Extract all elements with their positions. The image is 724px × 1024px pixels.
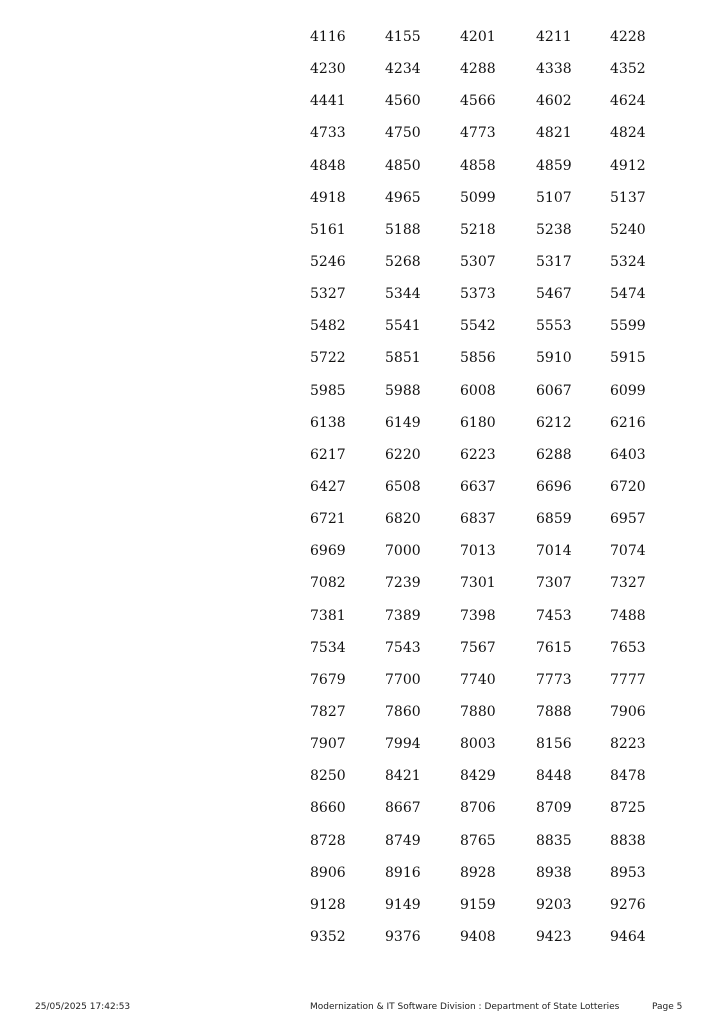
- number-cell: 9352: [310, 928, 346, 945]
- number-cell: 7860: [385, 703, 421, 720]
- number-cell: 5317: [536, 253, 572, 270]
- number-cell: 6138: [310, 414, 346, 431]
- number-cell: 4859: [536, 157, 572, 174]
- number-cell: 6720: [610, 478, 646, 495]
- number-cell: 7014: [536, 543, 572, 560]
- number-cell: 8709: [536, 800, 572, 817]
- number-cell: 7307: [536, 575, 572, 592]
- number-cell: 8749: [385, 832, 421, 849]
- number-cell: 7777: [610, 671, 646, 688]
- number-cell: 6212: [536, 414, 572, 431]
- number-cell: 4773: [460, 125, 496, 142]
- number-cell: 8003: [460, 736, 496, 753]
- number-cell: 4201: [460, 29, 496, 45]
- number-cell: 7773: [536, 671, 572, 688]
- number-cell: 6721: [310, 511, 346, 528]
- number-cell: 8906: [310, 864, 346, 881]
- number-cell: 8667: [385, 800, 421, 817]
- number-cell: 7389: [385, 607, 421, 624]
- number-cell: 4918: [310, 189, 346, 206]
- number-cell: 7000: [385, 543, 421, 560]
- number-cell: 5137: [610, 189, 646, 206]
- number-cell: 5988: [385, 382, 421, 399]
- number-cell: 4211: [536, 29, 572, 45]
- number-cell: 6508: [385, 478, 421, 495]
- number-cell: 6099: [610, 382, 646, 399]
- number-cell: 9203: [536, 896, 572, 913]
- number-cell: 6217: [310, 446, 346, 463]
- footer-division-name: Modernization & IT Software Division : Department of State Lotteries: [310, 1002, 620, 1012]
- page-footer: [0, 1000, 724, 1014]
- number-cell: 7679: [310, 671, 346, 688]
- number-cell: 8728: [310, 832, 346, 849]
- number-cell: 9159: [460, 896, 496, 913]
- number-cell: 9423: [536, 928, 572, 945]
- number-cell: 8429: [460, 768, 496, 785]
- number-cell: 5541: [385, 318, 421, 335]
- number-cell: 7740: [460, 671, 496, 688]
- number-cell: 7994: [385, 736, 421, 753]
- number-cell: 8838: [610, 832, 646, 849]
- number-cell: 4733: [310, 125, 346, 142]
- number-cell: 6067: [536, 382, 572, 399]
- number-cell: 5599: [610, 318, 646, 335]
- number-cell: 8660: [310, 800, 346, 817]
- number-cell: 7453: [536, 607, 572, 624]
- number-cell: 7888: [536, 703, 572, 720]
- number-cell: 8916: [385, 864, 421, 881]
- number-cell: 5307: [460, 253, 496, 270]
- number-cell: 5246: [310, 253, 346, 270]
- number-cell: 8250: [310, 768, 346, 785]
- number-cell: 8938: [536, 864, 572, 881]
- number-cell: 5851: [385, 350, 421, 367]
- number-cell: 9376: [385, 928, 421, 945]
- number-cell: 4441: [310, 93, 346, 110]
- number-cell: 6220: [385, 446, 421, 463]
- number-cell: 7700: [385, 671, 421, 688]
- number-cell: 4560: [385, 93, 421, 110]
- number-cell: 4848: [310, 157, 346, 174]
- number-cell: 7301: [460, 575, 496, 592]
- number-cell: 7907: [310, 736, 346, 753]
- number-cell: 5467: [536, 286, 572, 303]
- number-cell: 5915: [610, 350, 646, 367]
- number-cell: 5344: [385, 286, 421, 303]
- number-cell: 4858: [460, 157, 496, 174]
- winning-numbers-grid: [310, 28, 670, 960]
- number-cell: 5542: [460, 318, 496, 335]
- number-cell: 6427: [310, 478, 346, 495]
- number-cell: 4338: [536, 61, 572, 78]
- number-cell: 7906: [610, 703, 646, 720]
- number-cell: 6820: [385, 511, 421, 528]
- number-cell: 4116: [310, 29, 346, 45]
- number-cell: 4750: [385, 125, 421, 142]
- number-cell: 7615: [536, 639, 572, 656]
- number-cell: 8478: [610, 768, 646, 785]
- number-cell: 8765: [460, 832, 496, 849]
- number-cell: 5985: [310, 382, 346, 399]
- number-cell: 4850: [385, 157, 421, 174]
- number-cell: 6837: [460, 511, 496, 528]
- number-cell: 5482: [310, 318, 346, 335]
- number-cell: 5188: [385, 221, 421, 238]
- number-cell: 7327: [610, 575, 646, 592]
- number-cell: 8928: [460, 864, 496, 881]
- number-cell: 5553: [536, 318, 572, 335]
- number-cell: 6008: [460, 382, 496, 399]
- number-cell: 6216: [610, 414, 646, 431]
- number-cell: 5474: [610, 286, 646, 303]
- number-cell: 9149: [385, 896, 421, 913]
- number-cell: 5910: [536, 350, 572, 367]
- number-cell: 7543: [385, 639, 421, 656]
- number-cell: 6149: [385, 414, 421, 431]
- number-cell: 5238: [536, 221, 572, 238]
- number-cell: 9464: [610, 928, 646, 945]
- number-cell: 7488: [610, 607, 646, 624]
- number-cell: 9128: [310, 896, 346, 913]
- number-cell: 5327: [310, 286, 346, 303]
- number-cell: 7013: [460, 543, 496, 560]
- number-cell: 4912: [610, 157, 646, 174]
- number-cell: 6859: [536, 511, 572, 528]
- number-cell: 7880: [460, 703, 496, 720]
- number-cell: 6288: [536, 446, 572, 463]
- number-cell: 7653: [610, 639, 646, 656]
- number-cell: 4821: [536, 125, 572, 142]
- number-cell: 8421: [385, 768, 421, 785]
- number-cell: 5856: [460, 350, 496, 367]
- number-cell: 6180: [460, 414, 496, 431]
- number-cell: 4234: [385, 61, 421, 78]
- number-cell: 6403: [610, 446, 646, 463]
- number-cell: 7567: [460, 639, 496, 656]
- number-cell: 7074: [610, 543, 646, 560]
- footer-timestamp: 25/05/2025 17:42:53: [35, 1002, 131, 1012]
- number-cell: 6957: [610, 511, 646, 528]
- number-cell: 5324: [610, 253, 646, 270]
- number-cell: 5161: [310, 221, 346, 238]
- number-cell: 5218: [460, 221, 496, 238]
- number-cell: 4602: [536, 93, 572, 110]
- number-cell: 6637: [460, 478, 496, 495]
- number-cell: 4230: [310, 61, 346, 78]
- number-cell: 5240: [610, 221, 646, 238]
- footer-page-number: Page 5: [652, 1002, 683, 1012]
- number-cell: 5268: [385, 253, 421, 270]
- number-cell: 8448: [536, 768, 572, 785]
- number-cell: 4352: [610, 61, 646, 78]
- number-cell: 7239: [385, 575, 421, 592]
- number-cell: 8835: [536, 832, 572, 849]
- number-cell: 5722: [310, 350, 346, 367]
- number-cell: 8953: [610, 864, 646, 881]
- number-cell: 9276: [610, 896, 646, 913]
- number-cell: 8223: [610, 736, 646, 753]
- number-cell: 4624: [610, 93, 646, 110]
- number-cell: 6696: [536, 478, 572, 495]
- number-cell: 9408: [460, 928, 496, 945]
- number-cell: 7381: [310, 607, 346, 624]
- number-cell: 8706: [460, 800, 496, 817]
- number-cell: 8725: [610, 800, 646, 817]
- number-cell: 5107: [536, 189, 572, 206]
- number-cell: 6223: [460, 446, 496, 463]
- number-cell: 7082: [310, 575, 346, 592]
- number-cell: 7534: [310, 639, 346, 656]
- number-cell: 5099: [460, 189, 496, 206]
- number-cell: 7827: [310, 703, 346, 720]
- number-cell: 4228: [610, 29, 646, 45]
- number-cell: 4965: [385, 189, 421, 206]
- number-cell: 4566: [460, 93, 496, 110]
- number-cell: 6969: [310, 543, 346, 560]
- number-cell: 4155: [385, 29, 421, 45]
- number-cell: 4824: [610, 125, 646, 142]
- number-cell: 8156: [536, 736, 572, 753]
- number-cell: 7398: [460, 607, 496, 624]
- number-cell: 5373: [460, 286, 496, 303]
- number-cell: 4288: [460, 61, 496, 78]
